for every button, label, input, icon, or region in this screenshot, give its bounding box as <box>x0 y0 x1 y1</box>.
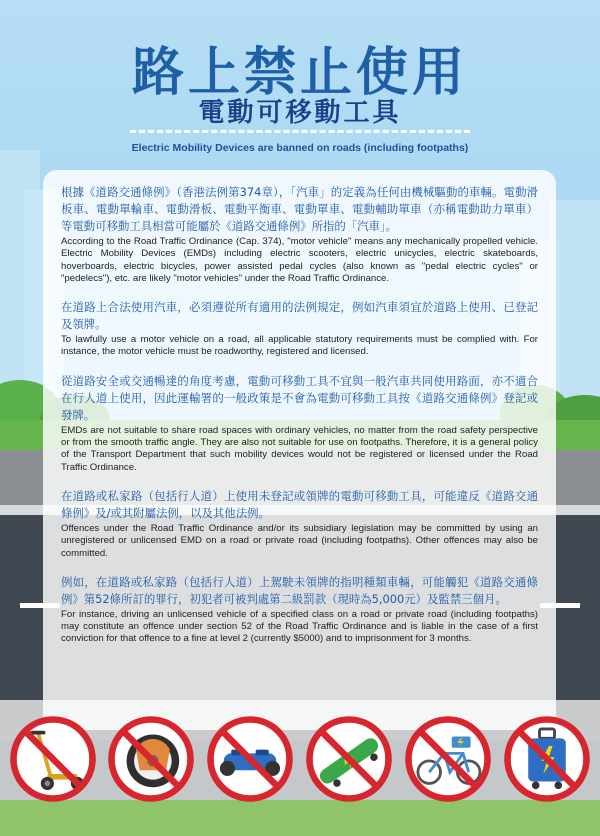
english-tagline: Electric Mobility Devices are banned on roads (including footpaths) <box>131 142 469 154</box>
page-subtitle: 電動可移動工具 <box>198 98 402 128</box>
electric-bicycle-icon <box>401 712 495 806</box>
paragraph-zh: 根據《道路交通條例》（香港法例第374章），「汽車」的定義為任何由機械驅動的車輛。電動滑板車、電動單輪車、電動滑板、電動平衡車、電動單車、電動輔助單車（亦稱電動助力單車）等電動可移動工具相當可能屬於《道路交通條例》所指的「汽車」。 <box>61 185 538 233</box>
paragraph-en: To lawfully use a motor vehicle on a road, all applicable statutory requirements must be complied with. For instance, the motor vehicle must be roadworthy, registered and licensed. <box>61 334 538 358</box>
paragraph-policy <box>61 373 538 474</box>
hoverboard-icon <box>203 712 297 806</box>
paragraph-en: EMDs are not suitable to share road spaces with ordinary vehicles, no matter from the road safety perspective or from the smooth traffic angle. They are also not suitable for use on footpaths. Therefore, it is a general policy of the Transport Department that such mobility devices would not be registered or licensed under the Road Traffic Ordinance. <box>61 424 538 473</box>
electric-luggage-icon <box>500 712 594 806</box>
paragraph-zh: 在道路或私家路（包括行人道）上使用未登記或領牌的電動可移動工具，可能違反《道路交通條例》及/或其附屬法例，以及其他法例。 <box>61 488 538 520</box>
paragraph-en: For instance, driving an unlicensed vehicle of a specified class on a road or private road (including footpaths) may constitute an offence under section 52 of the Road Traffic Ordinance and is liable in the case of a first conviction for that offence to a fine at level 2 (currently $5000) and to imprisonment for 3 months. <box>61 608 538 645</box>
page-title: 路上禁止使用 <box>131 43 468 103</box>
paragraph-zh: 例如，在道路或私家路（包括行人道）上駕駛未領牌的指明種類車輛，可能觸犯《道路交通條例》第52條所訂的罪行，初犯者可被判處第二級罰款（現時為5,000元）及監禁三個月。 <box>61 574 538 606</box>
electric-unicycle-icon <box>104 712 198 806</box>
paragraph-offences <box>61 488 538 560</box>
electric-scooter-icon <box>6 712 100 806</box>
paragraph-en: According to the Road Traffic Ordinance (Cap. 374), "motor vehicle" means any mechanically propelled vehicle. Electric Mobility Devices (EMDs) including electric scooters, electric unicycles, electric skateboards, hoverboards, electric bicycles, power assisted pedal cycles (also known as "pedal electric cycles" or "pedelecs"), etc. are likely "motor vehicles" under the Road Traffic Ordinance. <box>61 236 538 284</box>
paragraph-zh: 從道路安全或交通暢達的角度考慮，電動可移動工具不宜與一般汽車共同使用路面，亦不適合在行人道上使用，因此運輸署的一般政策是不會為電動可移動工具按《道路交通條例》登記或發牌。 <box>61 373 538 422</box>
paragraph-en: Offences under the Road Traffic Ordinance and/or its subsidiary legislation may be committed by using an unregistered or unlicensed EMD on a road or private road (including footpaths). Other offences may also be committed. <box>61 522 538 559</box>
paragraph-penalty <box>61 574 538 646</box>
paragraph-requirements <box>61 299 538 359</box>
paragraph-zh: 在道路上合法使用汽車，必須遵從所有適用的法例規定，例如汽車須宜於道路上使用、已登記及領牌。 <box>61 300 538 332</box>
content-panel <box>43 170 556 730</box>
paragraph-definition <box>61 184 538 285</box>
electric-skateboard-icon <box>302 712 396 806</box>
prohibited-devices-row <box>0 712 600 812</box>
dashed-divider <box>130 130 470 133</box>
